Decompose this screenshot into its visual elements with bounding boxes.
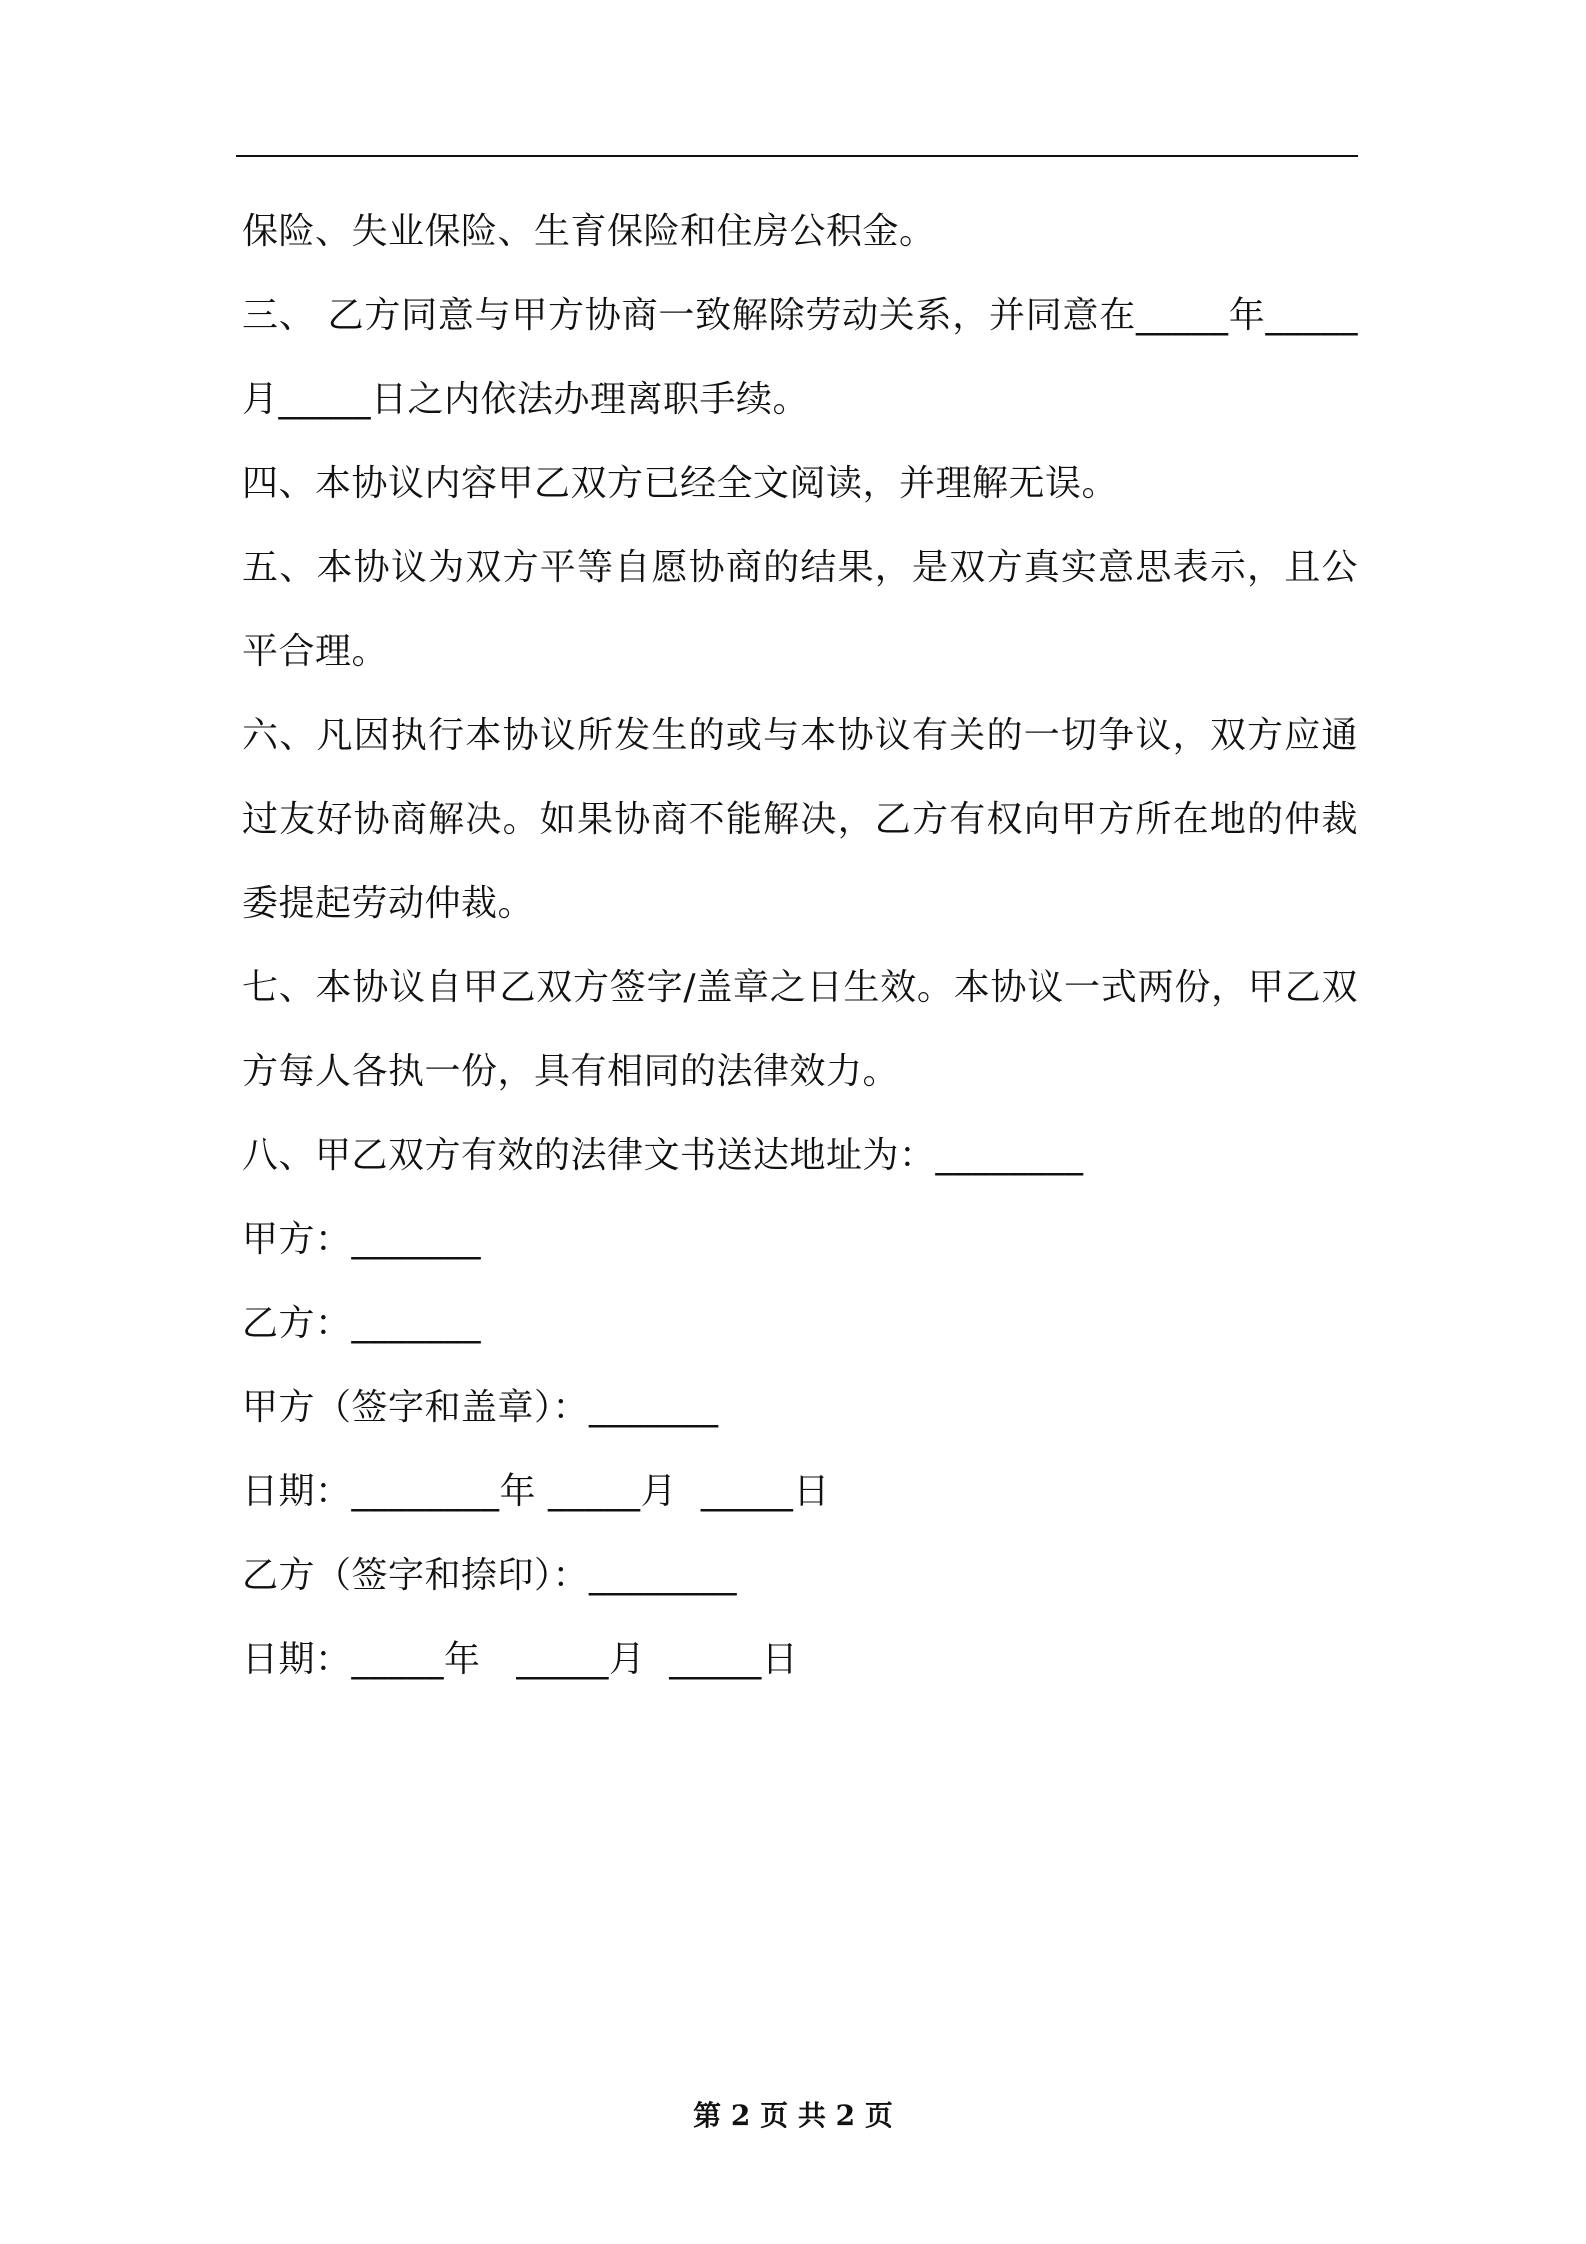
party-b-signature-line: 乙方（签字和捺印）：________ (242, 1555, 738, 1596)
clause-3: 三、 乙方同意与甲方协商一致解除劳动关系，并同意在_____年_____月_____日之内依法办理离职手续。 (242, 295, 1358, 420)
clause-8: 八、甲乙双方有效的法律文书送达地址为：________ (242, 1135, 1084, 1176)
document-body (242, 190, 1358, 1702)
clause-6: 六、凡因执行本协议所发生的或与本协议有关的一切争议，双方应通过友好协商解决。如果协商不能解决，乙方有权向甲方所在地的仲裁委提起劳动仲裁。 (242, 715, 1358, 924)
party-a-signature-line: 甲方（签字和盖章）：_______ (242, 1387, 719, 1428)
clause-7: 七、本协议自甲乙双方签字/盖章之日生效。本协议一式两份，甲乙双方每人各执一份，具有相同的法律效力。 (242, 967, 1358, 1092)
party-b-line: 乙方：_______ (242, 1303, 482, 1344)
clause-5: 五、本协议为双方平等自愿协商的结果，是双方真实意思表示，且公平合理。 (242, 547, 1358, 672)
clause-4: 四、本协议内容甲乙双方已经全文阅读，并理解无误。 (242, 463, 1119, 504)
header-rule (236, 155, 1358, 157)
clause-paragraph: 保险、失业保险、生育保险和住房公积金。 (242, 211, 936, 252)
party-a-date-line: 日期：________年 _____月 _____日 (242, 1471, 830, 1512)
party-b-date-line: 日期：_____年 _____月 _____日 (242, 1639, 799, 1680)
page-number: 第 2 页 共 2 页 (693, 2099, 893, 2132)
party-a-line: 甲方：_______ (242, 1219, 482, 1260)
